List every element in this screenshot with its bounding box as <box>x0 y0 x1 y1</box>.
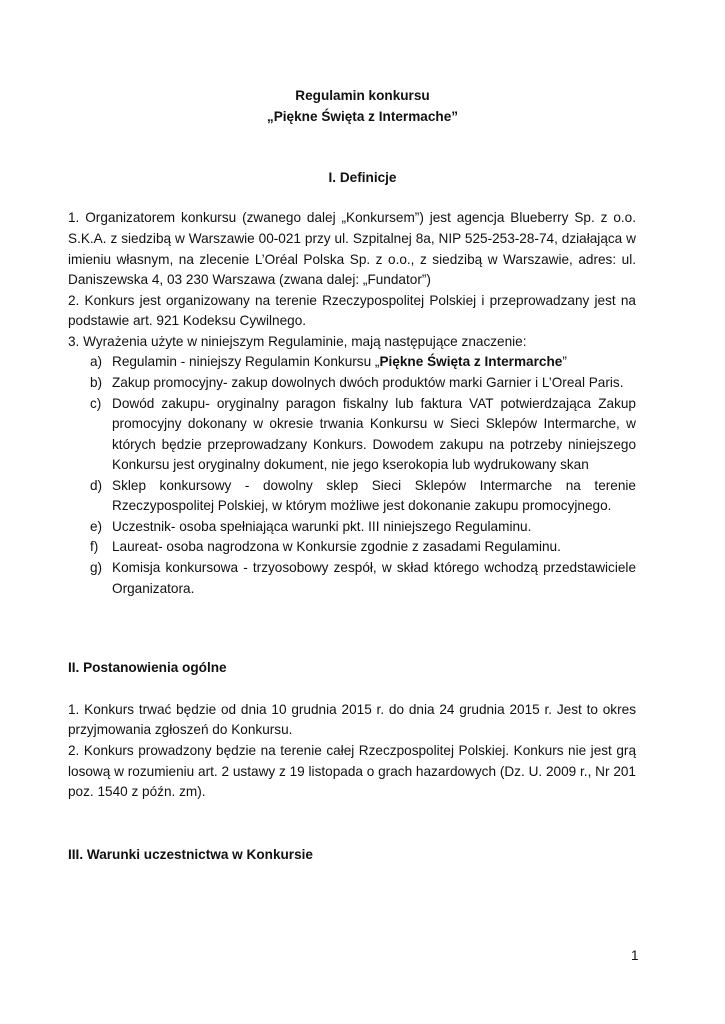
section-heading-definitions: I. Definicje <box>328 170 397 185</box>
document-title: Regulamin konkursu <box>295 88 430 103</box>
list-item-label: e) <box>90 519 103 534</box>
list-item: Zakup promocyjny- zakup dowolnych dwóch produktów marki Garnier i L’Oreal Paris. <box>112 375 624 390</box>
list-item <box>112 352 636 372</box>
paragraph-line: 1. Konkurs trwać będzie od dnia 10 grudnia 2015 r. do dnia 24 grudnia 2015 r. Jest to okres <box>68 702 636 717</box>
paragraph-line: Daniszewska 4, 03 230 Warszawa (zwana dalej: „Fundator”) <box>68 272 431 287</box>
list-item-label: b) <box>90 375 103 390</box>
list-item-line: Organizatora. <box>112 581 195 596</box>
paragraph-line: 1. Organizatorem konkursu (zwanego dalej „Konkursem”) jest agencja Blueberry Sp. z o.o. <box>68 210 636 225</box>
list-item-line: Dowód zakupu- oryginalny paragon fiskalny lub faktura VAT potwierdzająca Zakup <box>112 396 636 411</box>
paragraph-line: S.K.A. z siedzibą w Warszawie 00-021 przy ul. Szpitalnej 8a, NIP 525-253-28-74, działająca w <box>68 231 636 246</box>
paragraph-line: poz. 1540 z późn. zm). <box>68 784 206 799</box>
list-item: Laureat- osoba nagrodzona w Konkursie zgodnie z zasadami Regulaminu. <box>112 539 561 554</box>
paragraph-line: imieniu własnym, na zlecenie L’Oréal Polska Sp. z o.o., z siedzibą w Warszawie, adres: ul. <box>68 252 636 267</box>
document-subtitle: „Piękne Święta z Intermache” <box>266 109 459 124</box>
paragraph-line: losową w rozumieniu art. 2 ustawy z 19 listopada o grach hazardowych (Dz. U. 2009 r., Nr 201 <box>68 764 636 779</box>
page-number: 1 <box>631 948 639 963</box>
section-heading-participation-conditions: III. Warunki uczestnictwa w Konkursie <box>68 847 313 862</box>
list-item-line: których będzie przeprowadzany Konkurs. Dowodem zakupu na potrzeby niniejszego <box>112 437 636 452</box>
paragraph-line: 2. Konkurs jest organizowany na terenie Rzeczypospolitej Polskiej i przeprowadzany jest na <box>68 293 636 308</box>
list-item-line: promocyjny dokonany w okresie trwania Konkursu w Sieci Sklepów Intermarche, w <box>112 416 636 431</box>
paragraph-line: podstawie art. 921 Kodeksu Cywilnego. <box>68 313 307 328</box>
section-heading-general-provisions: II. Postanowienia ogólne <box>68 660 227 675</box>
paragraph-line: przyjmowania zgłoszeń do Konkursu. <box>68 722 293 737</box>
list-item-bold-text: Piękne Święta z Intermarche <box>379 354 563 369</box>
list-item-label: f) <box>90 539 99 554</box>
paragraph-line: 3. Wyrażenia użyte w niniejszym Regulaminie, mają następujące znaczenie: <box>68 334 527 349</box>
list-item-label: g) <box>90 560 103 575</box>
list-item-line: Konkursu jest oryginalny dokument, nie jego kserokopia lub wydrukowany skan <box>112 457 589 472</box>
list-item-label: a) <box>90 354 103 369</box>
paragraph-line: 2. Konkurs prowadzony będzie na terenie całej Rzeczpospolitej Polskiej. Konkurs nie jest grą <box>68 743 636 758</box>
list-item-text: Regulamin - niniejszy Regulamin Konkursu „ <box>112 354 380 369</box>
list-item-label: d) <box>90 478 103 493</box>
list-item-label: c) <box>90 396 102 411</box>
list-item-line: Rzeczypospolitej Polskiej, w którym możliwe jest dokonanie zakupu promocyjnego. <box>112 498 612 513</box>
list-item: Uczestnik- osoba spełniająca warunki pkt. III niniejszego Regulaminu. <box>112 519 532 534</box>
list-item-line: Sklep konkursowy - dowolny sklep Sieci Sklepów Intermarche na terenie <box>112 478 636 493</box>
list-item-line: Komisja konkursowa - trzyosobowy zespół, w skład którego wchodzą przedstawiciele <box>112 560 636 575</box>
list-item-text: ” <box>562 354 567 369</box>
